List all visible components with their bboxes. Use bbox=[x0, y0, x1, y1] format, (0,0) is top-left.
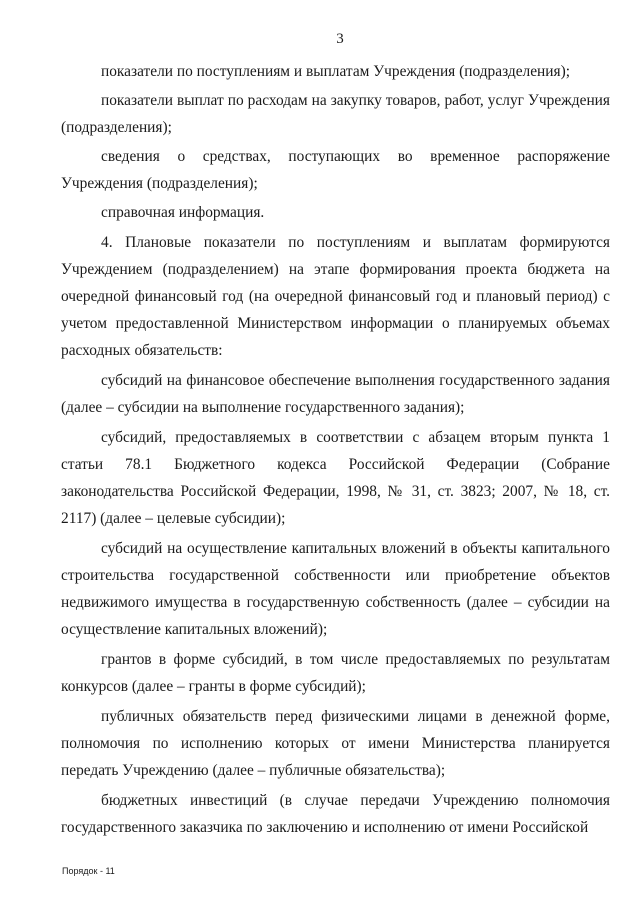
paragraph-indicators-purchases: показатели выплат по расходам на закупку товаров, работ, услуг Учреждения (подразделения); bbox=[61, 92, 610, 136]
paragraph-grants: грантов в форме субсидий, в том числе предоставляемых по результатам конкурсов (далее – гранты в форме субсидий); bbox=[61, 651, 610, 695]
paragraph-temporary-funds: сведения о средствах, поступающих во временное распоряжение Учреждения (подразделения); bbox=[61, 148, 610, 192]
footer-label: Порядок - 11 bbox=[62, 866, 115, 876]
paragraph-capital-investment-subsidies: субсидий на осуществление капитальных вложений в объекты капитального строительства государственной собственности или приобретение объектов недвижимого имущества в государственную собственность (далее – субсидии на осуществление капитальных вложений); bbox=[61, 540, 610, 638]
paragraph-target-subsidies: субсидий, предоставляемых в соответствии с абзацем вторым пункта 1 статьи 78.1 Бюджетного кодекса Российской Федерации (Собрание законодательства Российской Федерации, 1998, № 31, ст. 3823; 2007, № 18, ст. 2117) (далее – целевые субсидии); bbox=[61, 429, 610, 527]
paragraph-reference-info: справочная информация. bbox=[101, 204, 265, 221]
page-number: 3 bbox=[336, 31, 344, 47]
paragraph-indicators-receipts: показатели по поступлениям и выплатам Учреждения (подразделения); bbox=[101, 63, 571, 80]
paragraph-item-4: 4. Плановые показатели по поступлениям и выплатам формируются Учреждением (подразделением) на этапе формирования проекта бюджета на очередной финансовый год (на очередной финансовый год и плановый период) с учетом предоставленной Министерством информации о планируемых объемах расходных обязательств: bbox=[61, 234, 610, 359]
paragraph-budget-investments: бюджетных инвестиций (в случае передачи Учреждению полномочия государственного заказчика по заключению и исполнению от имени Российской bbox=[61, 792, 610, 836]
paragraph-public-obligations: публичных обязательств перед физическими лицами в денежной форме, полномочия по исполнению которых от имени Министерства планируется передать Учреждению (далее – публичные обязательства); bbox=[61, 708, 610, 779]
paragraph-subsidies-state-task: субсидий на финансовое обеспечение выполнения государственного задания (далее – субсидии на выполнение государственного задания); bbox=[61, 372, 610, 416]
document-body bbox=[61, 58, 610, 841]
